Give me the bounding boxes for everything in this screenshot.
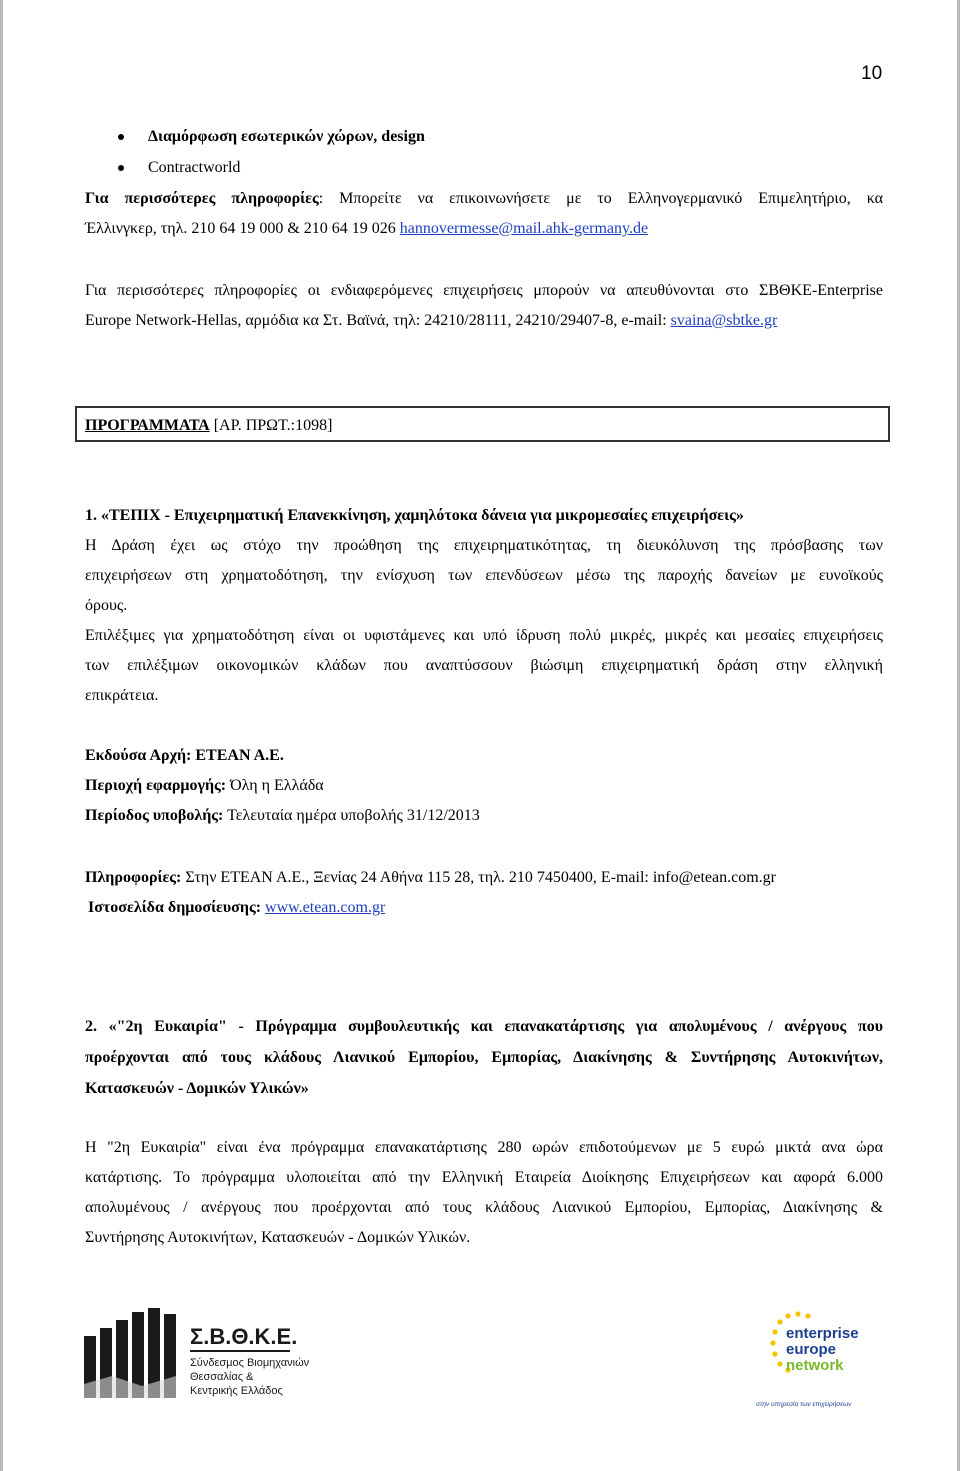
info-label: Για περισσότερες πληροφορίες bbox=[85, 190, 319, 207]
sbtke-acronym: Σ.Β.Θ.Κ.Ε. bbox=[190, 1324, 298, 1349]
page-left-edge bbox=[0, 0, 3, 1471]
een-word-enterprise: enterprise bbox=[786, 1325, 859, 1342]
website-label: Ιστοσελίδα δημοσίευσης: bbox=[88, 899, 262, 916]
info-paragraph-2-line-2 bbox=[85, 311, 777, 331]
program-1-desc-line-1: Η Δράση έχει ως στόχο την προώθηση της επιχειρηματικότητας, τη διευκόλυνση της πρόσβασης των bbox=[85, 537, 883, 554]
sbtke-name-line-3: Κεντρικής Ελλάδος bbox=[190, 1385, 283, 1397]
contact-label: Πληροφορίες: bbox=[85, 869, 182, 886]
email-link-svaina[interactable]: svaina@sbtke.gr bbox=[670, 312, 778, 329]
program-2-desc-line-3: απολυμένους / ανέργους που προέρχονται από τους κλάδους Λιανικού Εμπορίου, Εμπορίας, Διακίνησης & bbox=[85, 1199, 883, 1216]
bullet-dot bbox=[118, 165, 124, 171]
sbtke-name-line-2: Θεσσαλίας & bbox=[190, 1371, 254, 1383]
program-1-elig-line-2: των επιλέξιμων οικονομικών κλάδων που αναπτύσσουν βιώσιμη επιχειρηματική δράση στην ελληνική bbox=[85, 657, 883, 674]
section-header-text bbox=[85, 416, 332, 436]
sbtke-logo-graphic bbox=[82, 1306, 322, 1402]
program-2-title-line-3: Κατασκευών - Δομικών Υλικών» bbox=[85, 1080, 309, 1097]
page-number: 10 bbox=[861, 63, 883, 84]
info-text: : Μπορείτε να επικοινωνήσετε με το Ελληνογερμανικό Επιμελητήριο, κα bbox=[318, 190, 884, 207]
program-1-elig-line-1: Επιλέξιμες για χρηματοδότηση είναι οι υφιστάμενες και υπό ίδρυση πολύ μικρές, μικρές και μεσαίες επιχειρήσεις bbox=[85, 627, 883, 644]
sbtke-logo bbox=[82, 1306, 322, 1402]
email-link-hannovermesse[interactable]: hannovermesse@mail.ahk-germany.de bbox=[399, 220, 649, 237]
area-label: Περιοχή εφαρμογής: bbox=[85, 777, 227, 794]
program-1-authority: Εκδούσα Αρχή: ΕΤΕΑΝ Α.Ε. bbox=[85, 747, 284, 764]
bullet-item-interior-design: Διαμόρφωση εσωτερικών χώρων, design bbox=[148, 128, 425, 145]
program-2-desc-line-4: Συντήρησης Αυτοκινήτων, Κατασκευών - Δομικών Υλικών. bbox=[85, 1229, 471, 1246]
info-paragraph-1-line-2 bbox=[85, 219, 648, 239]
program-2-title-line-2: προέρχονται από τους κλάδους Λιανικού Εμπορίου, Εμπορίας, Διακίνησης & Συντήρησης Αυτοκινήτων, bbox=[85, 1049, 883, 1066]
program-1-desc-line-3: όρους. bbox=[85, 597, 128, 614]
bullet-item-contractworld: Contractworld bbox=[148, 159, 241, 176]
enterprise-europe-network-logo bbox=[748, 1308, 868, 1412]
program-1-desc-line-2: επιχειρήσεων στη χρηματοδότηση, την ενίσχυση των επενδύσεων μέσω της παροχής δανείων με ευνοϊκούς bbox=[85, 567, 883, 584]
program-1-contact bbox=[85, 868, 776, 888]
section-ref: [ΑΡ. ΠΡΩΤ.:1098] bbox=[209, 417, 333, 434]
info-paragraph-1-line-1 bbox=[85, 189, 883, 209]
program-2-desc-line-2: κατάρτισης. Το πρόγραμμα υλοποιείται από την Ελληνική Εταιρεία Διοίκησης Επιχειρήσεων και αφορά 6.000 bbox=[85, 1169, 883, 1186]
info-phone-text: Έλλινγκερ, τηλ. 210 64 19 000 & 210 64 19 026 bbox=[85, 220, 400, 237]
period-label: Περίοδος υποβολής: bbox=[85, 807, 224, 824]
program-2-desc-line-1: Η "2η Ευκαιρία" είναι ένα πρόγραμμα επανακατάρτισης 280 ωρών επιδοτούμενων με 5 ευρώ μικτά ανα ώρα bbox=[85, 1139, 883, 1156]
section-title: ΠΡΟΓΡΑΜΜΑΤΑ bbox=[85, 417, 210, 434]
website-link-etean[interactable]: www.etean.com.gr bbox=[265, 899, 386, 916]
program-2-title-line-1: 2. «"2η Ευκαιρία" - Πρόγραμμα συμβουλευτικής και επανακατάρτισης για απολυμένους / ανέργους που bbox=[85, 1018, 883, 1035]
area-value: Όλη η Ελλάδα bbox=[226, 777, 324, 794]
een-tagline: στην υπηρεσία των επιχειρήσεων bbox=[756, 1401, 852, 1408]
bullet-dot bbox=[118, 134, 124, 140]
program-1-website bbox=[88, 898, 385, 918]
section-header-box bbox=[75, 406, 890, 442]
info-contact-text: Europe Network-Hellas, αρμόδια κα Στ. Βαϊνά, τηλ: 24210/28111, 24210/29407-8, e-mail: bbox=[85, 312, 671, 329]
program-1-title: 1. «ΤΕΠΙΧ - Επιχειρηματική Επανεκκίνηση, χαμηλότοκα δάνεια για μικρομεσαίες επιχειρήσεις» bbox=[85, 507, 744, 524]
program-1-area bbox=[85, 776, 324, 796]
een-word-network: network bbox=[786, 1357, 844, 1374]
program-1-period bbox=[85, 806, 480, 826]
contact-value: Στην ΕΤΕΑΝ Α.Ε., Ξενίας 24 Αθήνα 115 28, τηλ. 210 7450400, E-mail: info@etean.com.gr bbox=[181, 869, 776, 886]
period-value: Τελευταία ημέρα υποβολής 31/12/2013 bbox=[223, 807, 480, 824]
een-logo-graphic bbox=[748, 1308, 868, 1412]
een-word-europe: europe bbox=[786, 1341, 837, 1358]
sbtke-name-line-1: Σύνδεσμος Βιομηχανιών bbox=[190, 1357, 310, 1369]
program-1-elig-line-3: επικράτεια. bbox=[85, 687, 159, 704]
info-paragraph-2-line-1: Για περισσότερες πληροφορίες οι ενδιαφερόμενες επιχειρήσεις μπορούν να απευθύνονται στο ΣΒΘΚΕ-Enterprise bbox=[85, 282, 883, 299]
